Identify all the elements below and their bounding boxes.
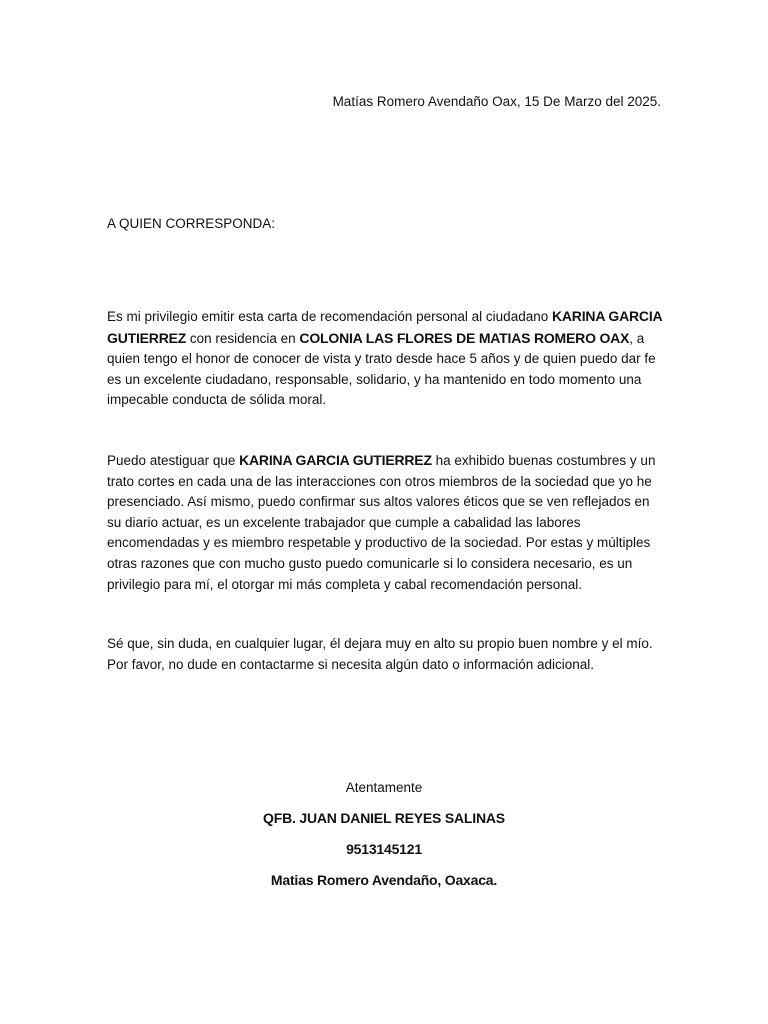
paragraph-text: con residencia en [186,330,300,346]
signer-name: QFB. JUAN DANIEL REYES SALINAS [263,810,505,826]
signer-location: Matias Romero Avendaño, Oaxaca. [270,872,498,888]
paragraph-text: Es mi privilegio emitir esta carta de recomendación personal al ciudadano [107,309,552,324]
closing-phrase: Atentamente [345,780,423,795]
paragraph-closing-remarks: Sé que, sin duda, en cualquier lugar, él dejara muy en alto su propio buen nombre y el mío. Por favor, no dude en contactarme si necesita algún dato o información adicional. [107,636,653,672]
paragraph-text: ha exhibido buenas costumbres y un trato cortes en cada una de las interacciones con otros miembros de la sociedad que yo he presenciado. Así mismo, puedo confirmar sus altos valores éticos que se ven reflejados en su diario actuar, es un excelente trabajador que cumple a cabalidad las labores encomendadas y es miembro respetable y productivo de la sociedad. Por estas y múltiples otras razones que con mucho gusto puedo comunicarle si lo considera necesario, es un privilegio para mí, el otorgar mi más completa y cabal recomendación personal. [107,453,656,592]
paragraph-testimony [107,450,667,595]
signer-phone: 9513145121 [346,841,422,857]
paragraph-text: Puedo atestiguar que [107,453,240,468]
candidate-name: KARINA GARCIA GUTIERREZ [239,452,432,468]
letter-dateline: Matías Romero Avendaño Oax, 15 De Marzo del 2025. [332,94,661,109]
candidate-residence: COLONIA LAS FLORES DE MATIAS ROMERO OAX [299,329,630,346]
paragraph-text: , a quien tengo el honor de conocer de vista y trato desde hace 5 años y de quien puedo dar fe es un excelente ciudadano, responsable, solidario, y ha mantenido en todo momento una impecable conducta de sólida moral. [107,330,656,408]
paragraph-recommendation [107,306,667,411]
candidate-name: KARINA GARCIA GUTIERREZ [107,308,662,346]
letter-salutation: A QUIEN CORRESPONDA: [107,216,276,231]
